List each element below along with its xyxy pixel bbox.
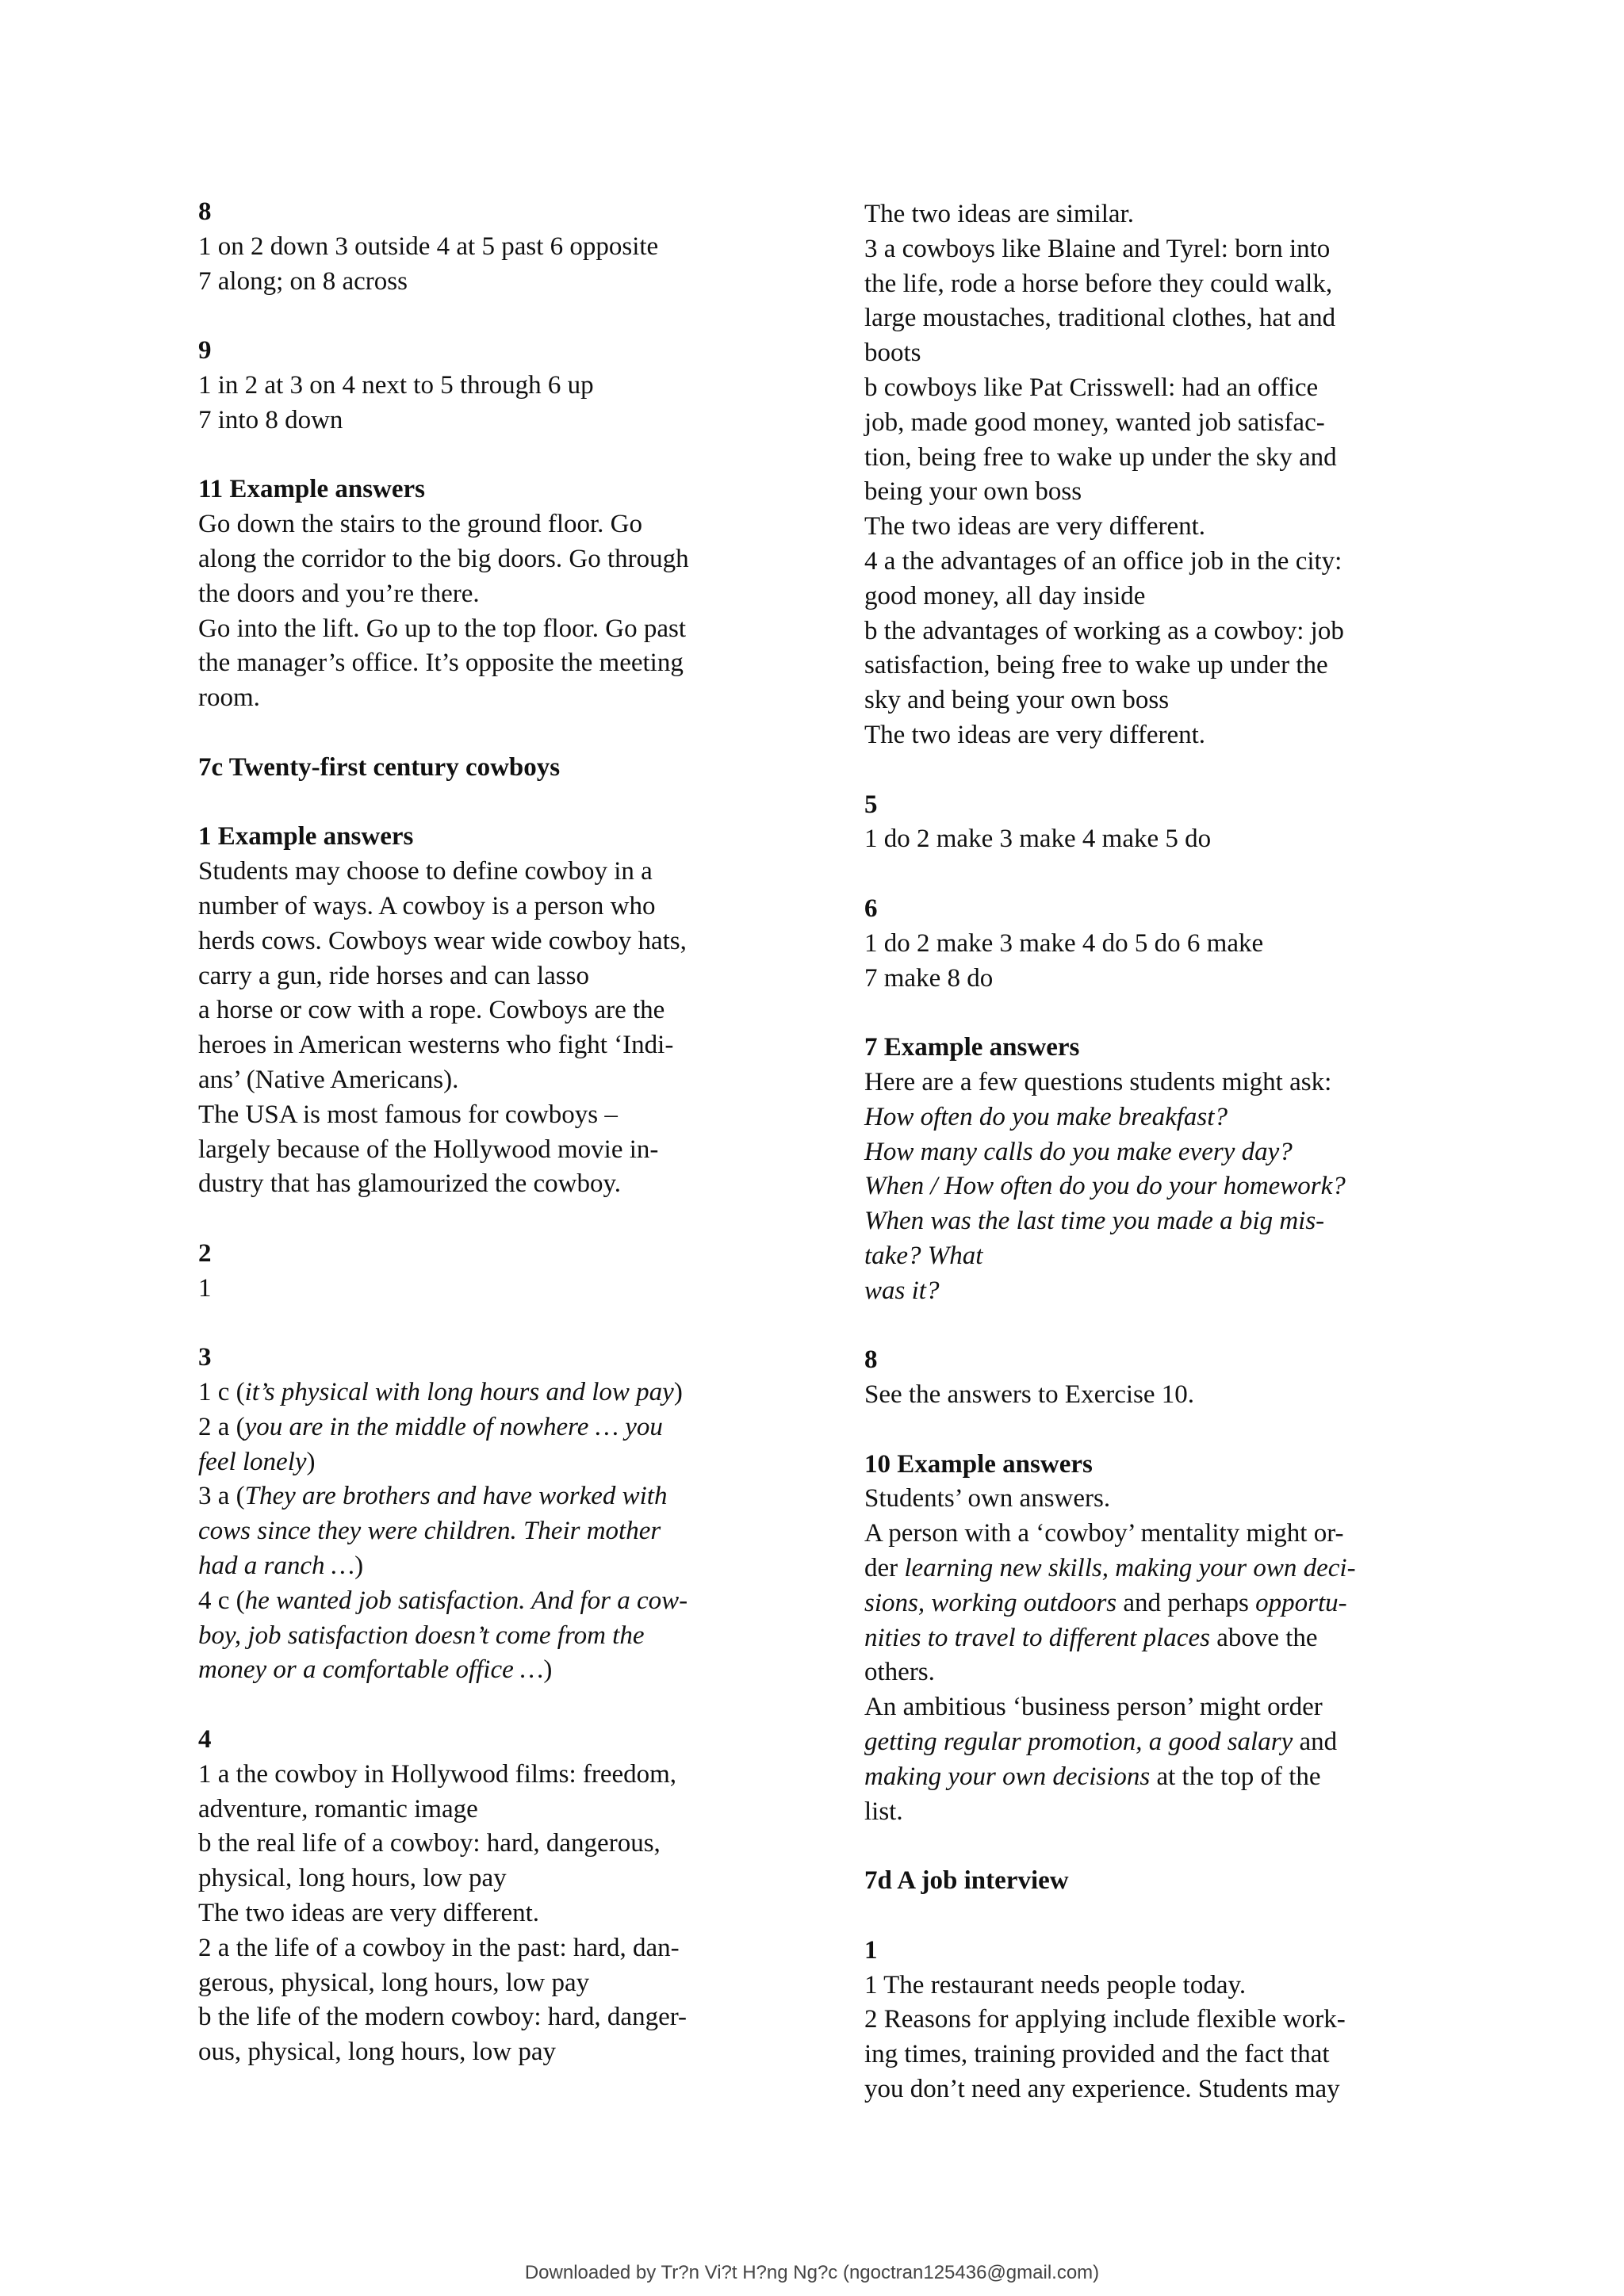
text-line: A person with a ‘cowboy’ mentality might or- (864, 1519, 1344, 1548)
text-span: 2 a ( (198, 1412, 245, 1441)
section-heading: 2 (198, 1238, 212, 1268)
section-heading: 1 Example answers (198, 822, 414, 851)
text-line (864, 1586, 1451, 1621)
text-span: der (864, 1554, 905, 1583)
section-heading: 8 (864, 1345, 878, 1375)
italic-text: making your own decisions (864, 1762, 1151, 1791)
text-line (864, 1239, 1451, 1274)
paragraph-gap (198, 716, 785, 751)
paragraph-gap (198, 438, 785, 473)
text-line: a horse or cow with a rope. Cowboys are the (198, 996, 665, 1025)
text-line: physical, long hours, low pay (198, 1864, 507, 1893)
text-line: 7 into 8 down (198, 405, 343, 434)
italic-text: it’s physical with long hours and low pay (244, 1378, 674, 1407)
text-line: b the life of the modern cowboy: hard, danger- (198, 2003, 688, 2032)
text-line (198, 1376, 785, 1410)
text-line: 1 in 2 at 3 on 4 next to 5 through 6 up (198, 370, 594, 400)
text-line: Go into the lift. Go up to the top floor. Go past (198, 614, 687, 643)
italic-text: was it? (864, 1276, 940, 1305)
section-heading: 4 (198, 1725, 212, 1755)
text-line (864, 1760, 1451, 1795)
italic-text: When was the last time you made a big mis- (864, 1207, 1325, 1236)
text-line: herds cows. Cowboys wear wide cowboy hats, (198, 926, 687, 955)
italic-text: They are brothers and have worked with (244, 1482, 668, 1511)
italic-text: How many calls do you make every day? (864, 1137, 1293, 1166)
italic-text: he wanted job satisfaction. And for a cow- (244, 1586, 688, 1615)
text-line: Students’ own answers. (864, 1484, 1111, 1513)
italic-text: getting regular promotion, a good salary (864, 1728, 1293, 1757)
text-line: Go down the stairs to the ground floor. Go (198, 510, 643, 539)
text-line (198, 1653, 785, 1688)
text-span: and perhaps (1116, 1588, 1256, 1617)
text-line: 1 do 2 make 3 make 4 make 5 do (864, 825, 1212, 854)
text-line: the life, rode a horse before they could walk, (864, 269, 1333, 298)
italic-text: nities to travel to different places (864, 1623, 1210, 1652)
text-line: the manager’s office. It’s opposite the meeting (198, 649, 684, 678)
text-line: 7 make 8 do (864, 963, 994, 993)
section-heading: 6 (864, 894, 878, 923)
paragraph-gap (198, 1202, 785, 1237)
text-line (864, 1621, 1451, 1656)
text-line: The two ideas are very different. (864, 512, 1206, 541)
text-line: large moustaches, traditional clothes, hat and (864, 304, 1336, 333)
text-line: 1 on 2 down 3 outside 4 at 5 past 6 opposite (198, 232, 659, 261)
text-span: 1 c ( (198, 1378, 245, 1407)
text-line: carry a gun, ride horses and can lasso (198, 961, 589, 990)
italic-text: cows since they were children. Their mother (198, 1517, 661, 1546)
text-line: Here are a few questions students might ask: (864, 1067, 1332, 1096)
text-line: 2 Reasons for applying include flexible work- (864, 2005, 1346, 2034)
italic-text: feel lonely (198, 1447, 307, 1476)
text-line: b the real life of a cowboy: hard, dangerous, (198, 1829, 661, 1858)
text-line: boots (864, 339, 921, 368)
text-line: you don’t need any experience. Students may (864, 2075, 1340, 2104)
paragraph-gap (198, 1307, 785, 1341)
left-column (198, 195, 785, 2070)
text-line: good money, all day inside (864, 581, 1146, 610)
text-line (198, 1445, 785, 1480)
text-line (864, 1274, 1451, 1309)
text-span: ) (306, 1447, 316, 1476)
text-line: 4 a the advantages of an office job in the city: (864, 546, 1342, 576)
text-line (864, 1204, 1451, 1239)
section-heading: 8 (198, 197, 212, 226)
italic-text: had a ranch … (198, 1552, 355, 1581)
text-line: The two ideas are very different. (864, 720, 1206, 749)
paragraph-gap (864, 1309, 1451, 1344)
italic-text: boy, job satisfaction doesn’t come from the (198, 1621, 645, 1650)
italic-text: sions, working outdoors (864, 1588, 1117, 1617)
text-line: gerous, physical, long hours, low pay (198, 1968, 590, 1997)
italic-text: money or a comfortable office … (198, 1655, 544, 1685)
text-line: satisfaction, being free to wake up under the (864, 651, 1328, 680)
text-line: adventure, romantic image (198, 1794, 478, 1823)
text-line (198, 1514, 785, 1549)
text-line: heroes in American westerns who fight ‘Indi- (198, 1031, 674, 1060)
text-line: See the answers to Exercise 10. (864, 1380, 1195, 1410)
paragraph-gap (198, 786, 785, 821)
text-span: ) (543, 1655, 553, 1685)
text-line: number of ways. A cowboy is a person who (198, 891, 656, 920)
text-span: ) (354, 1552, 364, 1581)
text-line: room. (198, 683, 260, 713)
text-line: ing times, training provided and the fact that (864, 2040, 1330, 2069)
text-span: ) (673, 1378, 683, 1407)
text-line: The two ideas are very different. (198, 1899, 540, 1928)
text-line (864, 1169, 1451, 1204)
text-line: The USA is most famous for cowboys – (198, 1100, 618, 1129)
text-line: being your own boss (864, 477, 1082, 507)
text-line: Students may choose to define cowboy in a (198, 857, 653, 886)
text-line: along the corridor to the big doors. Go through (198, 544, 689, 573)
text-line (198, 1549, 785, 1584)
paragraph-gap (864, 1829, 1451, 1864)
text-line: dustry that has glamourized the cowboy. (198, 1169, 622, 1199)
text-line: ous, physical, long hours, low pay (198, 2038, 556, 2067)
text-line: 1 (198, 1273, 212, 1303)
text-span: at the top of the (1150, 1762, 1321, 1791)
italic-text: opportu- (1255, 1588, 1347, 1617)
text-line: 7 along; on 8 across (198, 266, 408, 296)
text-span: above the (1209, 1623, 1318, 1652)
italic-text: take? What (864, 1241, 983, 1270)
text-line: tion, being free to wake up under the sky and (864, 442, 1337, 472)
text-line: An ambitious ‘business person’ might order (864, 1693, 1323, 1722)
text-line: the doors and you’re there. (198, 579, 480, 608)
text-line: 1 a the cowboy in Hollywood films: freedom, (198, 1759, 677, 1789)
text-span: 4 c ( (198, 1586, 245, 1615)
text-line: b the advantages of working as a cowboy: job (864, 616, 1344, 645)
text-span: and (1293, 1728, 1338, 1757)
section-heading: 5 (864, 790, 878, 819)
text-line: job, made good money, wanted job satisfac- (864, 408, 1325, 437)
italic-text: learning new skills, making your own deci- (904, 1554, 1356, 1583)
section-heading: 11 Example answers (198, 475, 426, 504)
text-line (198, 1584, 785, 1619)
text-line (864, 1725, 1451, 1760)
text-line: others. (864, 1658, 935, 1687)
paragraph-gap (864, 1899, 1451, 1934)
section-heading: 1 (864, 1935, 878, 1965)
text-line: 1 The restaurant needs people today. (864, 1970, 1247, 1999)
paragraph-gap (198, 1688, 785, 1723)
paragraph-gap (864, 753, 1451, 788)
text-line (864, 1100, 1451, 1135)
text-line: 1 do 2 make 3 make 4 do 5 do 6 make (864, 928, 1264, 958)
italic-text: When / How often do you do your homework? (864, 1172, 1346, 1201)
text-line (864, 1135, 1451, 1170)
text-line: 3 a cowboys like Blaine and Tyrel: born into (864, 234, 1331, 263)
section-heading: 7 Example answers (864, 1033, 1080, 1062)
section-heading: 10 Example answers (864, 1449, 1093, 1479)
italic-text: How often do you make breakfast? (864, 1102, 1228, 1131)
section-heading: 3 (198, 1343, 212, 1372)
section-heading: 7d A job interview (864, 1866, 1069, 1896)
section-heading: 7c Twenty-first century cowboys (198, 752, 561, 782)
paragraph-gap (864, 996, 1451, 1031)
text-line: largely because of the Hollywood movie in- (198, 1135, 659, 1164)
section-heading: 9 (198, 336, 212, 365)
text-line (864, 1552, 1451, 1586)
text-line (198, 1619, 785, 1654)
download-footer: Downloaded by Tr?n Vi?t H?ng Ng?c (ngoctran125436@gmail.com) (524, 2262, 1100, 2283)
paragraph-gap (864, 1413, 1451, 1448)
paragraph-gap (864, 857, 1451, 892)
text-line (198, 1410, 785, 1445)
text-line: b cowboys like Pat Crisswell: had an office (864, 373, 1319, 402)
italic-text: you are in the middle of nowhere … you (244, 1412, 663, 1441)
text-line: 2 a the life of a cowboy in the past: hard, dan- (198, 1933, 680, 1962)
text-line: sky and being your own boss (864, 686, 1170, 715)
text-line: ans’ (Native Americans). (198, 1065, 459, 1094)
text-line: list. (864, 1797, 903, 1826)
paragraph-gap (198, 299, 785, 334)
text-line: The two ideas are similar. (864, 200, 1134, 228)
text-span: 3 a ( (198, 1482, 245, 1511)
text-line (198, 1479, 785, 1514)
right-column (864, 197, 1451, 2107)
